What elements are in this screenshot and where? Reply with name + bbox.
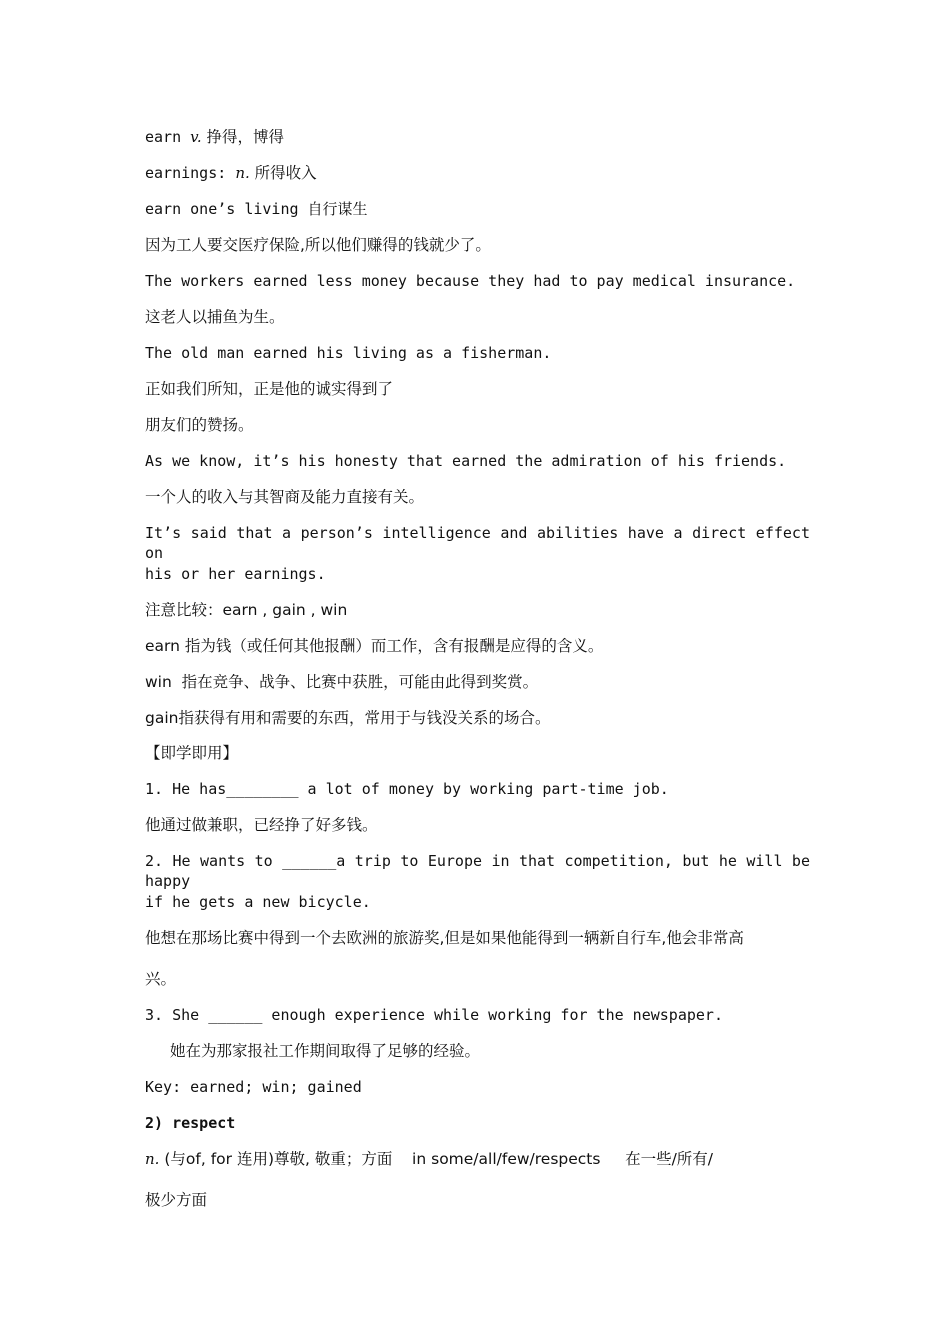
exercise-3-chinese: 她在为那家报社工作期间取得了足够的经验。 (170, 1042, 481, 1060)
example-3-english: As we know, it’s his honesty that earned the admiration of his friends. (145, 452, 787, 470)
section-heading-respect: 2) respect (145, 1114, 236, 1132)
vocab-earnings-definition: earnings: n. 所得收入 (145, 164, 317, 182)
example-1-english: The workers earned less money because they had to pay medical insurance. (145, 272, 796, 290)
vocab-respect-definition: n. (与of, for 连用)尊敬, 敬重；方面 in some/all/few/respects 在一些/所有/ (145, 1150, 714, 1168)
example-3-chinese-line1: 正如我们所知，正是他的诚实得到了 (145, 380, 394, 398)
example-2-english: The old man earned his living as a fisherman. (145, 344, 552, 362)
exercise-1-chinese: 他通过做兼职，已经挣了好多钱。 (145, 816, 378, 834)
exercise-3-english: 3. She ______ enough experience while working for the newspaper. (145, 1006, 723, 1024)
practice-section-heading: 【即学即用】 (145, 744, 239, 762)
example-4-chinese: 一个人的收入与其智商及能力直接有关。 (145, 488, 425, 506)
exercise-2-english-line2: if he gets a new bicycle. (145, 893, 371, 911)
comparison-win: win 指在竞争、战争、比赛中获胜，可能由此得到奖赏。 (145, 673, 539, 691)
phrase-earn-living: earn one’s living 自行谋生 (145, 200, 368, 218)
comparison-gain: gain指获得有用和需要的东西，常用于与钱没关系的场合。 (145, 709, 551, 727)
comparison-earn: earn 指为钱（或任何其他报酬）而工作，含有报酬是应得的含义。 (145, 637, 604, 655)
exercise-2-chinese-line1: 他想在那场比赛中得到一个去欧洲的旅游奖,但是如果他能得到一辆新自行车,他会非常高 (145, 929, 744, 947)
example-2-chinese: 这老人以捕鱼为生。 (145, 308, 285, 326)
example-4-english-line1: It’s said that a person’s intelligence and abilities have a direct effect on (145, 524, 810, 562)
example-1-chinese: 因为工人要交医疗保险,所以他们赚得的钱就少了。 (145, 236, 491, 254)
exercise-1-english: 1. He has________ a lot of money by working part-time job. (145, 780, 669, 798)
example-3-chinese-line2: 朋友们的赞扬。 (145, 416, 254, 434)
vocab-earn-definition: earn v. 挣得，博得 (145, 128, 285, 146)
comparison-heading: 注意比较：earn , gain , win (145, 601, 348, 619)
vocab-respect-definition-line2: 极少方面 (145, 1191, 208, 1209)
answer-key: Key: earned; win; gained (145, 1078, 362, 1096)
example-4-english-line2: his or her earnings. (145, 565, 326, 583)
exercise-2-english-line1: 2. He wants to ______a trip to Europe in that competition, but he will be happy (145, 852, 810, 890)
exercise-2-chinese-line2: 兴。 (145, 970, 177, 988)
